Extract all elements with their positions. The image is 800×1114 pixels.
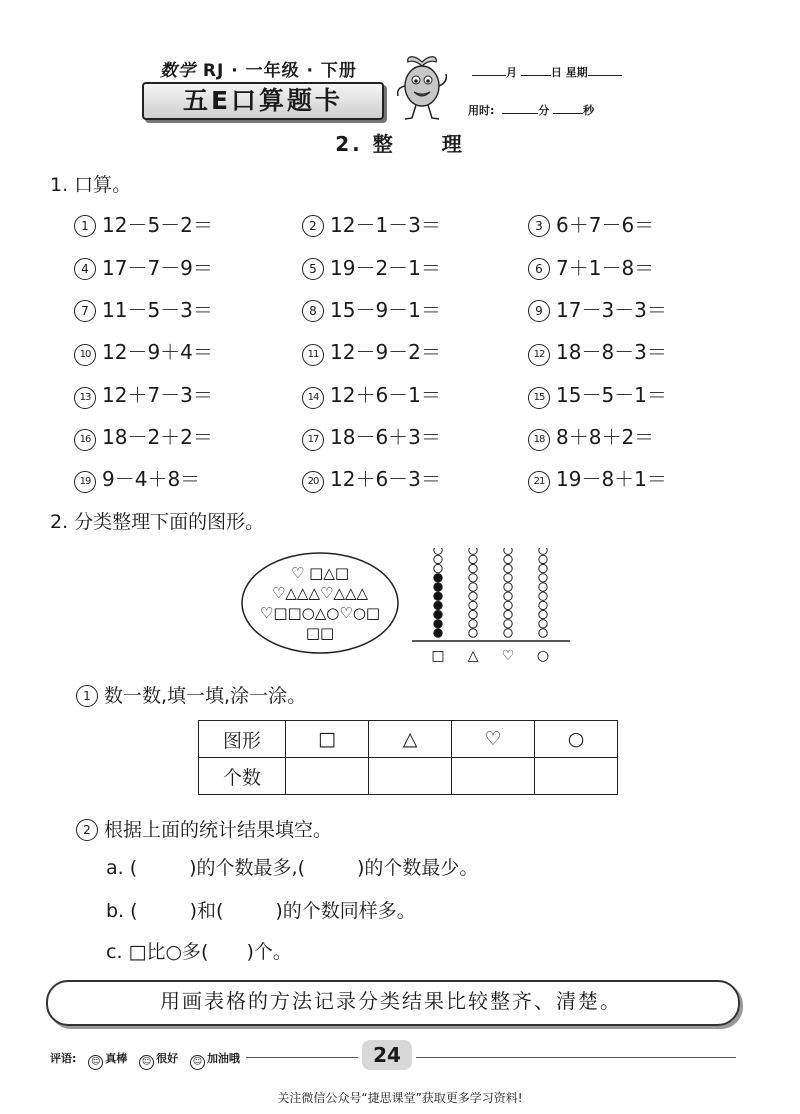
fill-line-c	[106, 937, 292, 964]
minutes-blank[interactable]	[502, 102, 538, 114]
calc-number: 1	[74, 215, 96, 237]
calc-expression: 17－7－9＝	[102, 256, 213, 280]
subject-label: 数学	[160, 61, 196, 81]
calc-number: 15	[528, 387, 550, 409]
calc-item-2	[302, 209, 441, 238]
oval-row-3: ♡□□○△○♡○□	[259, 604, 381, 622]
bead[interactable]	[539, 574, 547, 582]
bead[interactable]	[504, 629, 512, 637]
bead[interactable]	[434, 629, 442, 637]
calc-item-11	[302, 336, 441, 366]
oval-row-1: ♡ □△□	[290, 564, 350, 582]
cheer-face-icon[interactable]: ☺	[190, 1055, 205, 1070]
bead[interactable]	[539, 620, 547, 628]
review-option-great: 真棒	[105, 1052, 128, 1065]
calc-expression: 7＋1－8＝	[556, 256, 655, 280]
bead[interactable]	[434, 601, 442, 609]
calc-number: 10	[74, 344, 96, 366]
fill-line-b	[106, 896, 416, 923]
sub1-number: 1	[76, 685, 98, 707]
calc-number: 12	[528, 344, 550, 366]
bead[interactable]	[504, 555, 512, 563]
review-option-keep-going: 加油哦	[206, 1052, 240, 1065]
line-c-part2: )个。	[246, 941, 292, 963]
line-a-part1: a. (	[106, 857, 138, 879]
calc-item-13	[74, 379, 213, 409]
calc-number: 13	[74, 387, 96, 409]
month-blank[interactable]	[472, 64, 506, 76]
calc-expression: 19－2－1＝	[330, 256, 441, 280]
footer-rule-left	[246, 1057, 358, 1058]
calc-item-21	[528, 463, 667, 493]
calc-expression: 15－9－1＝	[330, 298, 441, 322]
calc-number: 4	[74, 258, 96, 280]
shapes-figure	[240, 548, 600, 668]
review-label: 评语:	[50, 1052, 77, 1065]
oval-row-4: □□	[305, 624, 335, 642]
bead[interactable]	[504, 601, 512, 609]
seconds-label: 秒	[583, 104, 595, 117]
calc-item-19	[74, 463, 200, 493]
calc-item-1	[74, 209, 213, 238]
minutes-label: 分	[538, 104, 550, 117]
table-shape-circle: ○	[535, 721, 618, 758]
calc-expression: 11－5－3＝	[102, 298, 213, 322]
calc-number: 6	[528, 258, 550, 280]
sub-question-2	[76, 815, 332, 842]
bead[interactable]	[504, 610, 512, 618]
bead[interactable]	[469, 610, 477, 618]
page-number: 24	[362, 1040, 412, 1070]
calc-expression: 12－1－3＝	[330, 213, 441, 237]
table-shape-square: □	[286, 721, 369, 758]
calc-number: 11	[302, 344, 324, 366]
count-cell-square[interactable]	[286, 758, 369, 795]
bead[interactable]	[504, 564, 512, 572]
bead[interactable]	[504, 592, 512, 600]
bead[interactable]	[434, 592, 442, 600]
calc-number: 7	[74, 300, 96, 322]
question-2-title: 2. 分类整理下面的图形。	[50, 511, 265, 533]
bead[interactable]	[434, 610, 442, 618]
bead-column-label: □	[431, 648, 445, 664]
calc-number: 14	[302, 387, 324, 409]
bead[interactable]	[434, 574, 442, 582]
calc-item-10	[74, 336, 213, 366]
calc-number: 2	[302, 215, 324, 237]
calc-item-15	[528, 379, 667, 409]
table-shape-triangle: △	[369, 721, 452, 758]
day-blank[interactable]	[521, 64, 551, 76]
fill-line-a	[106, 853, 478, 880]
question-1-title: 1. 口算。	[50, 174, 132, 196]
calc-number: 16	[74, 429, 96, 451]
bead[interactable]	[539, 555, 547, 563]
edition-label: RJ · 一年级 · 下册	[202, 61, 357, 81]
calc-expression: 12＋6－3＝	[330, 467, 441, 491]
tip-text: 用画表格的方法记录分类结果比较整齐、清楚。	[160, 989, 622, 1013]
bead[interactable]	[539, 583, 547, 591]
calc-number: 17	[302, 429, 324, 451]
bead[interactable]	[539, 629, 547, 637]
bead[interactable]	[539, 564, 547, 572]
calc-item-14	[302, 379, 441, 409]
bead[interactable]	[469, 592, 477, 600]
calc-item-3	[528, 209, 654, 238]
calc-item-9	[528, 294, 667, 323]
table-header-count: 个数	[199, 758, 286, 795]
good-face-icon[interactable]: ☺	[139, 1055, 154, 1070]
bead[interactable]	[539, 601, 547, 609]
weekday-label: 星期	[565, 66, 588, 79]
footer-rule-right	[416, 1057, 736, 1058]
calc-number: 19	[74, 471, 96, 493]
calc-expression: 9－4＋8＝	[102, 467, 201, 491]
mascot-illustration	[392, 52, 452, 124]
calc-expression: 18－6＋3＝	[330, 425, 441, 449]
calc-expression: 8＋8＋2＝	[556, 425, 655, 449]
month-label: 月	[506, 66, 517, 79]
bead[interactable]	[504, 574, 512, 582]
bead[interactable]	[434, 583, 442, 591]
oval-row-2: ♡△△△♡△△△	[271, 584, 369, 602]
calc-expression: 15－5－1＝	[556, 383, 667, 407]
bead[interactable]	[469, 555, 477, 563]
weekday-blank[interactable]	[588, 64, 622, 76]
calc-item-20	[302, 463, 441, 493]
date-line	[472, 64, 622, 80]
calc-expression: 12－9＋4＝	[102, 340, 213, 364]
calc-expression: 17－3－3＝	[556, 298, 667, 322]
bead-columns	[431, 548, 549, 664]
bead[interactable]	[469, 629, 477, 637]
bead[interactable]	[469, 564, 477, 572]
bead[interactable]	[539, 592, 547, 600]
table-shape-heart: ♡	[452, 721, 535, 758]
calc-number: 20	[302, 471, 324, 493]
calc-expression: 12－9－2＝	[330, 340, 441, 364]
bead[interactable]	[469, 574, 477, 582]
calc-item-6	[528, 252, 654, 281]
bead[interactable]	[434, 555, 442, 563]
bead[interactable]	[434, 620, 442, 628]
calc-number: 8	[302, 300, 324, 322]
calc-number: 9	[528, 300, 550, 322]
table-row-counts	[199, 758, 618, 795]
bead[interactable]	[469, 583, 477, 591]
bead[interactable]	[539, 548, 547, 554]
line-a-part2: )的个数最多,(	[189, 857, 306, 879]
bead[interactable]	[469, 601, 477, 609]
line-b-part3: )的个数同样多。	[275, 900, 416, 922]
calc-item-8	[302, 294, 441, 323]
bead[interactable]	[539, 610, 547, 618]
calc-expression: 6＋7－6＝	[556, 213, 655, 237]
bead[interactable]	[434, 548, 442, 554]
bead[interactable]	[504, 548, 512, 554]
section-title: 2. 整 理	[335, 132, 465, 156]
table-header-shape: 图形	[199, 721, 286, 758]
count-table	[198, 720, 618, 795]
calc-expression: 18－2＋2＝	[102, 425, 213, 449]
count-cell-triangle[interactable]	[369, 758, 452, 795]
calc-item-4	[74, 252, 213, 281]
seconds-blank[interactable]	[553, 102, 583, 114]
time-used-label: 用时:	[468, 104, 495, 117]
line-b-part2: )和(	[189, 900, 224, 922]
time-line	[468, 102, 594, 118]
calc-number: 21	[528, 471, 550, 493]
sub2-text: 根据上面的统计结果填空。	[104, 819, 333, 841]
calc-item-7	[74, 294, 213, 323]
calc-number: 18	[528, 429, 550, 451]
brand-title: 五E口算题卡	[142, 82, 384, 120]
calc-number: 5	[302, 258, 324, 280]
line-c-part1: c. □比○多(	[106, 941, 209, 963]
bead[interactable]	[469, 620, 477, 628]
calc-expression: 12－5－2＝	[102, 213, 213, 237]
line-a-part3: )的个数最少。	[357, 857, 479, 879]
calc-expression: 18－8－3＝	[556, 340, 667, 364]
count-cell-heart[interactable]	[452, 758, 535, 795]
calc-item-12	[528, 336, 667, 366]
bead[interactable]	[469, 548, 477, 554]
review-option-good: 很好	[156, 1052, 179, 1065]
sub-question-1	[76, 681, 306, 708]
table-row-shapes	[199, 721, 618, 758]
great-face-icon[interactable]: ☺	[88, 1055, 103, 1070]
calc-item-17	[302, 421, 441, 451]
calc-item-18	[528, 421, 654, 451]
bead[interactable]	[504, 620, 512, 628]
calc-number: 3	[528, 215, 550, 237]
subject-edition	[160, 56, 357, 81]
day-label: 日	[550, 66, 562, 79]
bead-column-label: ♡	[501, 648, 515, 664]
calc-item-16	[74, 421, 213, 451]
bead[interactable]	[434, 564, 442, 572]
calc-expression: 12＋6－1＝	[330, 383, 441, 407]
count-cell-circle[interactable]	[535, 758, 618, 795]
bead[interactable]	[504, 583, 512, 591]
bead-column-label: ○	[536, 648, 550, 664]
review-line	[50, 1050, 240, 1070]
bead-column-label: △	[467, 648, 479, 664]
calc-expression: 12＋7－3＝	[102, 383, 213, 407]
sub1-text: 数一数,填一填,涂一涂。	[104, 685, 307, 707]
line-b-part1: b. (	[106, 900, 138, 922]
calc-expression: 19－8＋1＝	[556, 467, 667, 491]
calc-item-5	[302, 252, 441, 281]
sub2-number: 2	[76, 819, 98, 841]
footer-notice: 关注微信公众号“捷思课堂”获取更多学习资料!	[277, 1091, 523, 1105]
